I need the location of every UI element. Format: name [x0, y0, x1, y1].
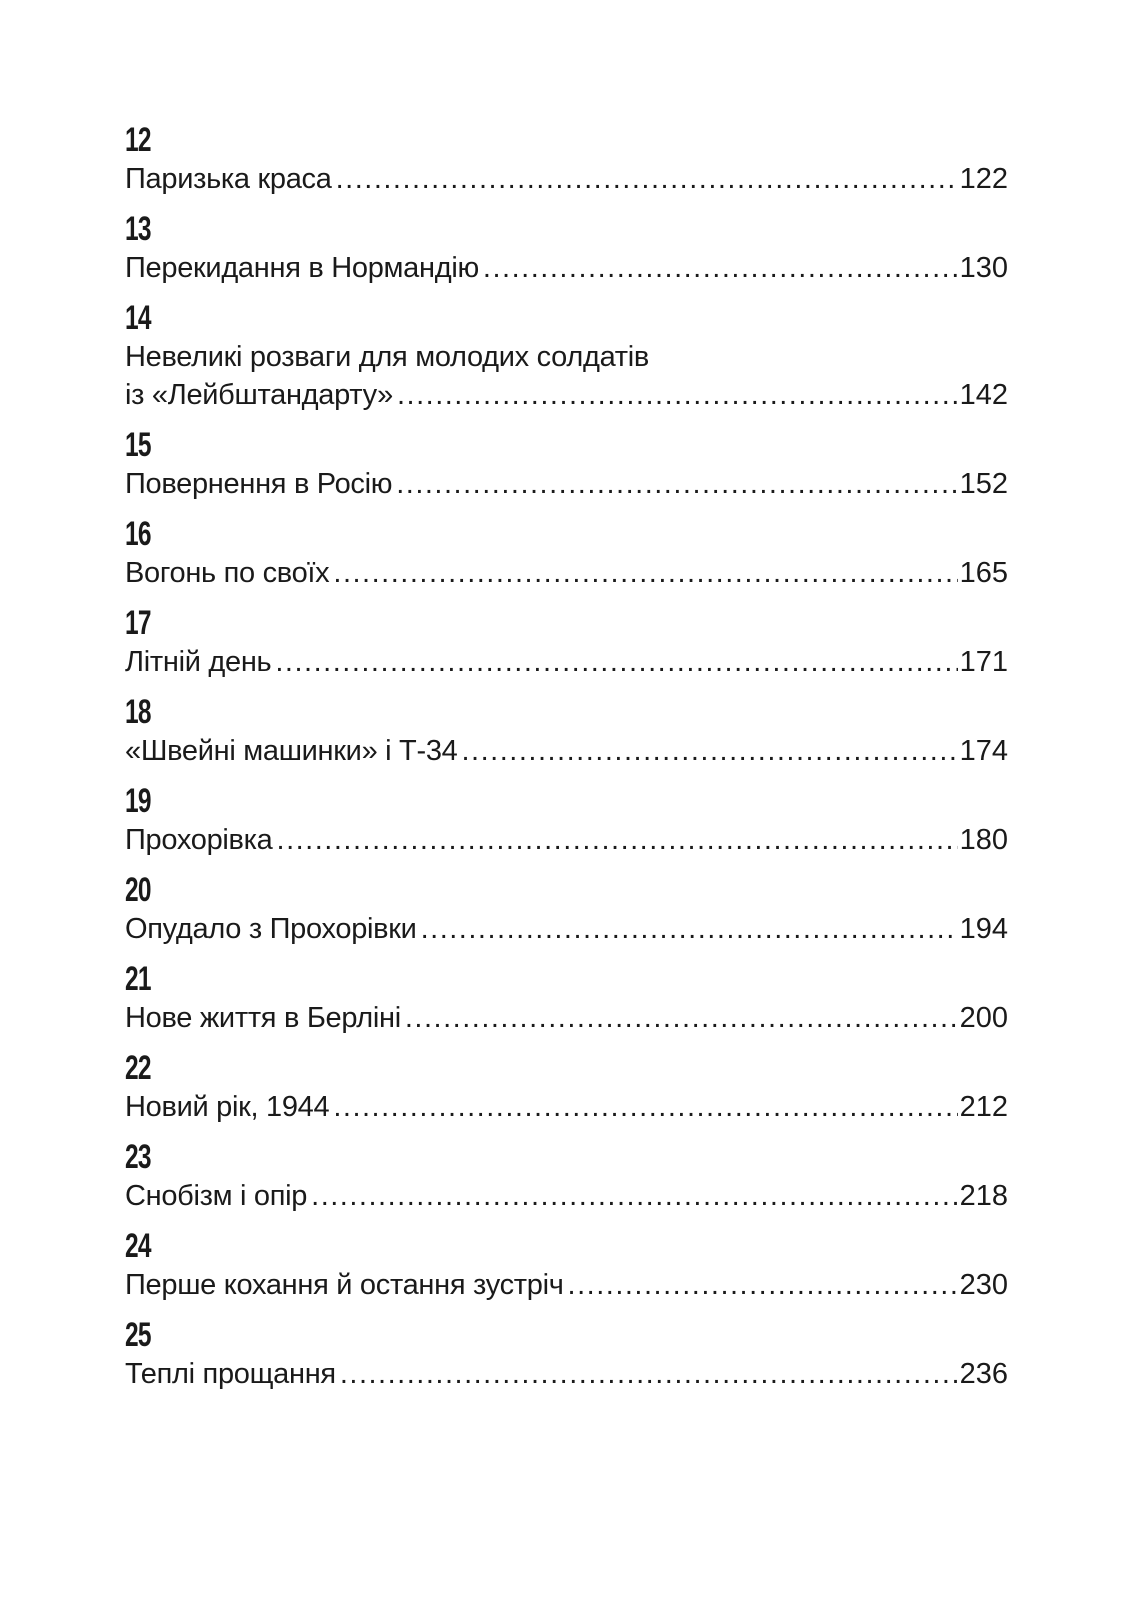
chapter-number-text: 12 — [125, 121, 151, 159]
page-number: 230 — [959, 1269, 1008, 1301]
chapter-number-text: 23 — [125, 1138, 151, 1176]
page-number: 152 — [959, 468, 1008, 500]
toc-line — [125, 338, 1008, 376]
toc-entry — [125, 1315, 1008, 1393]
dot-leader — [333, 554, 957, 592]
chapter-number — [125, 514, 1008, 554]
toc-line — [125, 376, 1008, 414]
chapter-number-text: 18 — [125, 693, 151, 731]
toc-line — [125, 1088, 1008, 1126]
dot-leader — [396, 465, 957, 503]
page-number: 194 — [959, 913, 1008, 945]
chapter-number-text: 17 — [125, 604, 151, 642]
toc-line — [125, 821, 1008, 859]
chapter-number — [125, 1048, 1008, 1088]
toc-line — [125, 732, 1008, 770]
chapter-title: Літній день — [125, 646, 272, 678]
chapter-title: Перше кохання й остання зустріч — [125, 1269, 564, 1301]
page-number: 171 — [959, 646, 1008, 678]
toc-line — [125, 465, 1008, 503]
chapter-title: Перекидання в Нормандію — [125, 252, 479, 284]
toc-line — [125, 1177, 1008, 1215]
chapter-number-text: 16 — [125, 515, 151, 553]
dot-leader — [483, 249, 958, 287]
toc-line — [125, 643, 1008, 681]
chapter-number-text: 14 — [125, 299, 151, 337]
toc-line — [125, 249, 1008, 287]
chapter-number — [125, 209, 1008, 249]
dot-leader — [397, 376, 958, 414]
chapter-title: із «Лейбштандарту» — [125, 379, 393, 411]
toc-entry — [125, 514, 1008, 592]
chapter-number-text: 21 — [125, 960, 151, 998]
chapter-title: Нове життя в Берліні — [125, 1002, 401, 1034]
chapter-number — [125, 603, 1008, 643]
page-number: 218 — [959, 1180, 1008, 1212]
chapter-title: Повернення в Росію — [125, 468, 393, 500]
toc-entry — [125, 603, 1008, 681]
chapter-number — [125, 120, 1008, 160]
chapter-title-line1: Невеликі розваги для молодих солдатів — [125, 341, 650, 373]
dot-leader — [311, 1177, 957, 1215]
chapter-number — [125, 298, 1008, 338]
dot-leader — [461, 732, 957, 770]
page-number: 212 — [959, 1091, 1008, 1123]
toc-entry — [125, 120, 1008, 198]
chapter-number-text: 24 — [125, 1227, 151, 1265]
dot-leader — [568, 1266, 958, 1304]
chapter-number — [125, 870, 1008, 910]
chapter-title: Новий рік, 1944 — [125, 1091, 330, 1123]
toc-line — [125, 1355, 1008, 1393]
toc-entry — [125, 692, 1008, 770]
toc-line — [125, 999, 1008, 1037]
dot-leader — [275, 643, 957, 681]
chapter-title: Прохорівка — [125, 824, 273, 856]
dot-leader — [405, 999, 958, 1037]
page-number: 236 — [959, 1358, 1008, 1390]
page-number: 130 — [959, 252, 1008, 284]
chapter-number — [125, 1226, 1008, 1266]
toc-line — [125, 554, 1008, 592]
chapter-number — [125, 959, 1008, 999]
toc-line — [125, 910, 1008, 948]
toc-line — [125, 160, 1008, 198]
chapter-number-text: 19 — [125, 782, 151, 820]
chapter-title: Паризька краса — [125, 163, 332, 195]
toc-line — [125, 1266, 1008, 1304]
toc-entry — [125, 959, 1008, 1037]
page-number: 180 — [959, 824, 1008, 856]
chapter-number-text: 22 — [125, 1049, 151, 1087]
chapter-number — [125, 692, 1008, 732]
chapter-number-text: 15 — [125, 426, 151, 464]
toc-entry — [125, 1048, 1008, 1126]
chapter-title: Вогонь по своїх — [125, 557, 330, 589]
toc-entry — [125, 298, 1008, 414]
dot-leader — [421, 910, 958, 948]
chapter-number — [125, 1137, 1008, 1177]
chapter-title: Снобізм і опір — [125, 1180, 308, 1212]
page-number: 142 — [959, 379, 1008, 411]
toc-entry — [125, 870, 1008, 948]
dot-leader — [340, 1355, 958, 1393]
chapter-title: «Швейні машинки» і Т-34 — [125, 735, 458, 767]
page-number: 122 — [959, 163, 1008, 195]
page-number: 174 — [959, 735, 1008, 767]
chapter-title: Теплі прощання — [125, 1358, 336, 1390]
chapter-number-text: 25 — [125, 1316, 151, 1354]
toc-entry — [125, 209, 1008, 287]
dot-leader — [336, 160, 958, 198]
toc-entry — [125, 1226, 1008, 1304]
page-number: 165 — [959, 557, 1008, 589]
chapter-number — [125, 1315, 1008, 1355]
chapter-number — [125, 781, 1008, 821]
toc-entry — [125, 425, 1008, 503]
chapter-number — [125, 425, 1008, 465]
page-number: 200 — [959, 1002, 1008, 1034]
chapter-number-text: 20 — [125, 871, 151, 909]
dot-leader — [333, 1088, 957, 1126]
toc-entry — [125, 1137, 1008, 1215]
chapter-number-text: 13 — [125, 210, 151, 248]
toc-entry — [125, 781, 1008, 859]
chapter-title: Опудало з Прохорівки — [125, 913, 417, 945]
dot-leader — [277, 821, 958, 859]
